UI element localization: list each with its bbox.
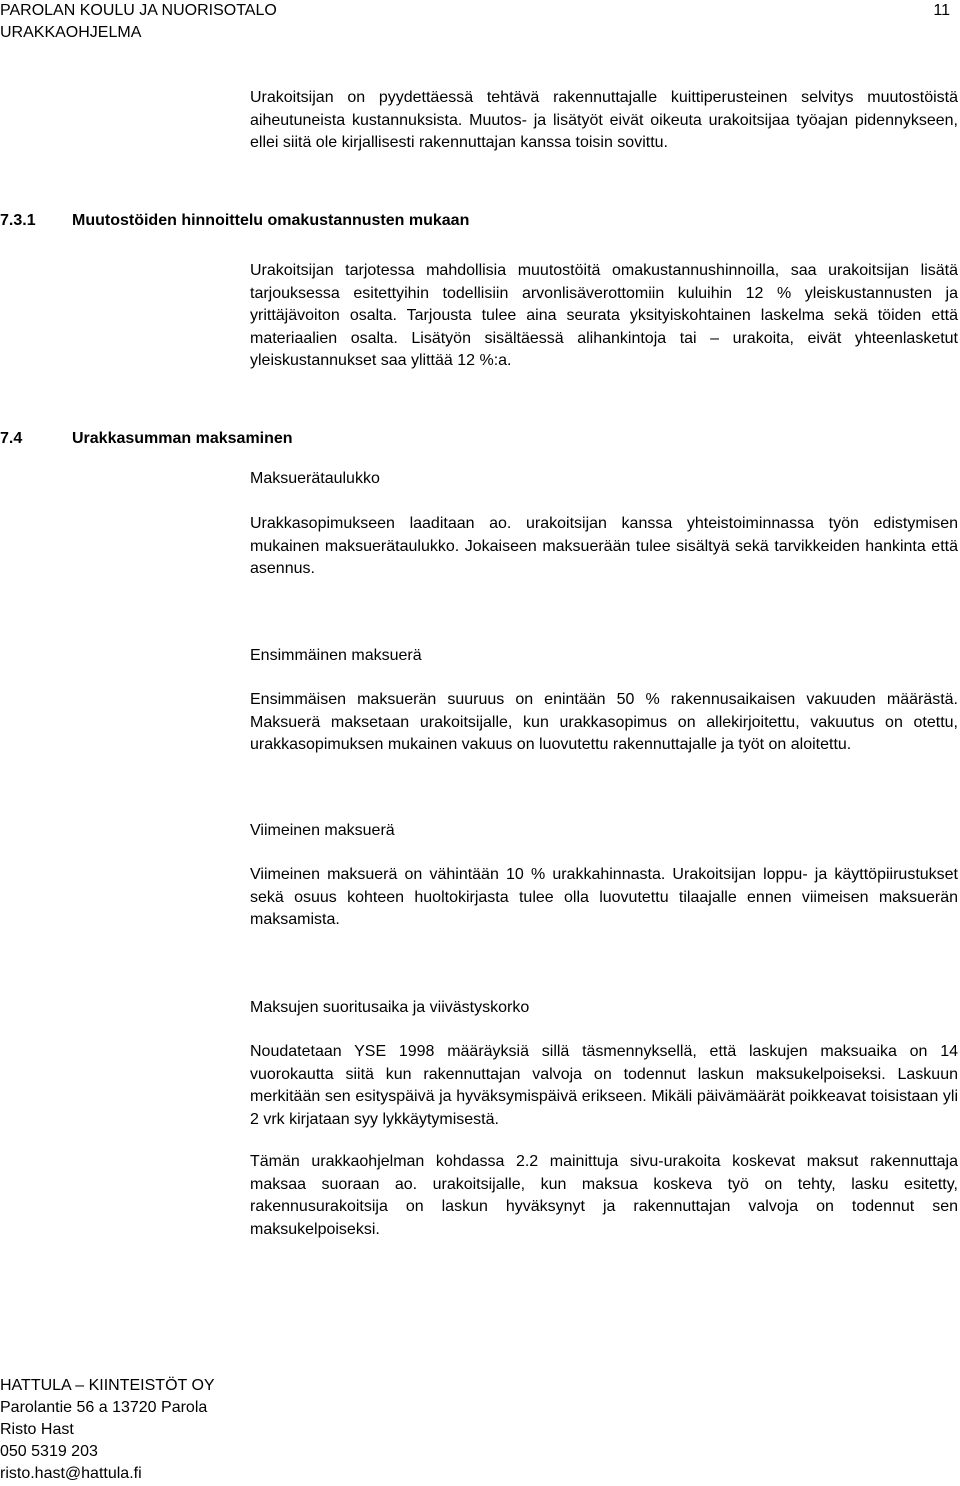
section-74-number: 7.4 <box>0 430 23 447</box>
payment-terms-title: Maksujen suoritusaika ja viivästyskorko <box>250 999 530 1016</box>
section-731-number: 7.3.1 <box>0 212 36 229</box>
page-number: 11 <box>933 2 950 19</box>
footer-email: risto.hast@hattula.fi <box>0 1465 142 1482</box>
last-installment-paragraph: Viimeinen maksuerä on vähintään 10 % urakkahinnasta. Urakoitsijan loppu- ja käyttöpiirustukset sekä osuus kohteen huoltokirjasta tulee olla luovutettu tilaajalle ennen viimeisen maksuerän maksamista. <box>250 866 958 928</box>
first-installment-title: Ensimmäinen maksuerä <box>250 647 422 664</box>
footer-company: HATTULA – KIINTEISTÖT OY <box>0 1377 215 1394</box>
footer-phone: 050 5319 203 <box>0 1443 98 1460</box>
page-footer <box>0 1375 215 1485</box>
page-header <box>0 0 277 44</box>
intro-paragraph: Urakoitsijan on pyydettäessä tehtävä rakennuttajalle kuittiperusteinen selvitys muutostöistä aiheutuneista kustannuksista. Muutos- ja lisätyöt eivät oikeuta urakoitsijaa työajan pidennykseen, ellei siitä ole kirjallisesti rakennuttajan kanssa toisin sovittu. <box>250 89 958 151</box>
payment-terms-paragraph: Noudatetaan YSE 1998 määräyksiä sillä täsmennyksellä, että laskujen maksuaika on 14 vuorokautta siitä kun rakennuttajan valvoja on todennut laskun maksukelpoiseksi. Laskuun merkitään sen esityspäivä ja hyväksymispäivä erikseen. Mikäli päivämäärät poikkeavat toisistaan yli 2 vrk kirjataan syy lykkäytymisestä. <box>250 1043 958 1128</box>
footer-name: Risto Hast <box>0 1421 74 1438</box>
section-731-heading <box>0 210 469 232</box>
section-731-paragraph: Urakoitsijan tarjotessa mahdollisia muutostöitä omakustannushinnoilla, saa urakoitsijan lisätä tarjouksessa esitettyihin todellisiin arvonlisäverottomiin kuluihin 12 % yleiskustannusten ja yrittäjävoiton osalta. Tarjousta tulee aina seurata yksityiskohtainen laskelma sekä töiden että materiaalien osalta. Lisätyön sisältäessä alihankintoja tai – urakoita, eivät yhteenlasketut yleiskustannukset saa ylittää 12 %:a. <box>250 262 958 369</box>
section-74-title: Urakkasumman maksaminen <box>72 430 293 447</box>
last-installment-title: Viimeinen maksuerä <box>250 822 395 839</box>
section-731-title: Muutostöiden hinnoittelu omakustannusten mukaan <box>72 212 470 229</box>
header-title: PAROLAN KOULU JA NUORISOTALO <box>0 2 277 19</box>
first-installment-paragraph: Ensimmäisen maksuerän suuruus on enintään 50 % rakennusaikaisen vakuuden määrästä. Maksuerä maksetaan urakoitsijalle, kun urakkasopimus on allekirjoitettu, vakuutus on otettu, urakkasopimuksen mukainen vakuus on luovutettu rakennuttajalle ja työt on aloitettu. <box>250 691 958 753</box>
header-subtitle: URAKKAOHJELMA <box>0 24 142 41</box>
footer-address: Parolantie 56 a 13720 Parola <box>0 1399 208 1416</box>
subcontract-paragraph: Tämän urakkaohjelman kohdassa 2.2 mainittuja sivu-urakoita koskevat maksut rakennuttaja maksaa suoraan ao. urakoitsijalle, kun maksua koskeva työ on tehty, lasku esitetty, rakennusurakoitsija on laskun hyväksynyt ja rakennuttajan valvoja on todennut sen maksukelpoiseksi. <box>250 1153 958 1238</box>
payment-table-title: Maksuerätaulukko <box>250 470 380 487</box>
section-74-heading <box>0 428 293 450</box>
payment-table-paragraph: Urakkasopimukseen laaditaan ao. urakoitsijan kanssa yhteistoiminnassa työn edistymisen mukainen maksuerätaulukko. Jokaiseen maksuerään tulee sisältyä sekä tarvikkeiden hankinta että asennus. <box>250 515 958 577</box>
